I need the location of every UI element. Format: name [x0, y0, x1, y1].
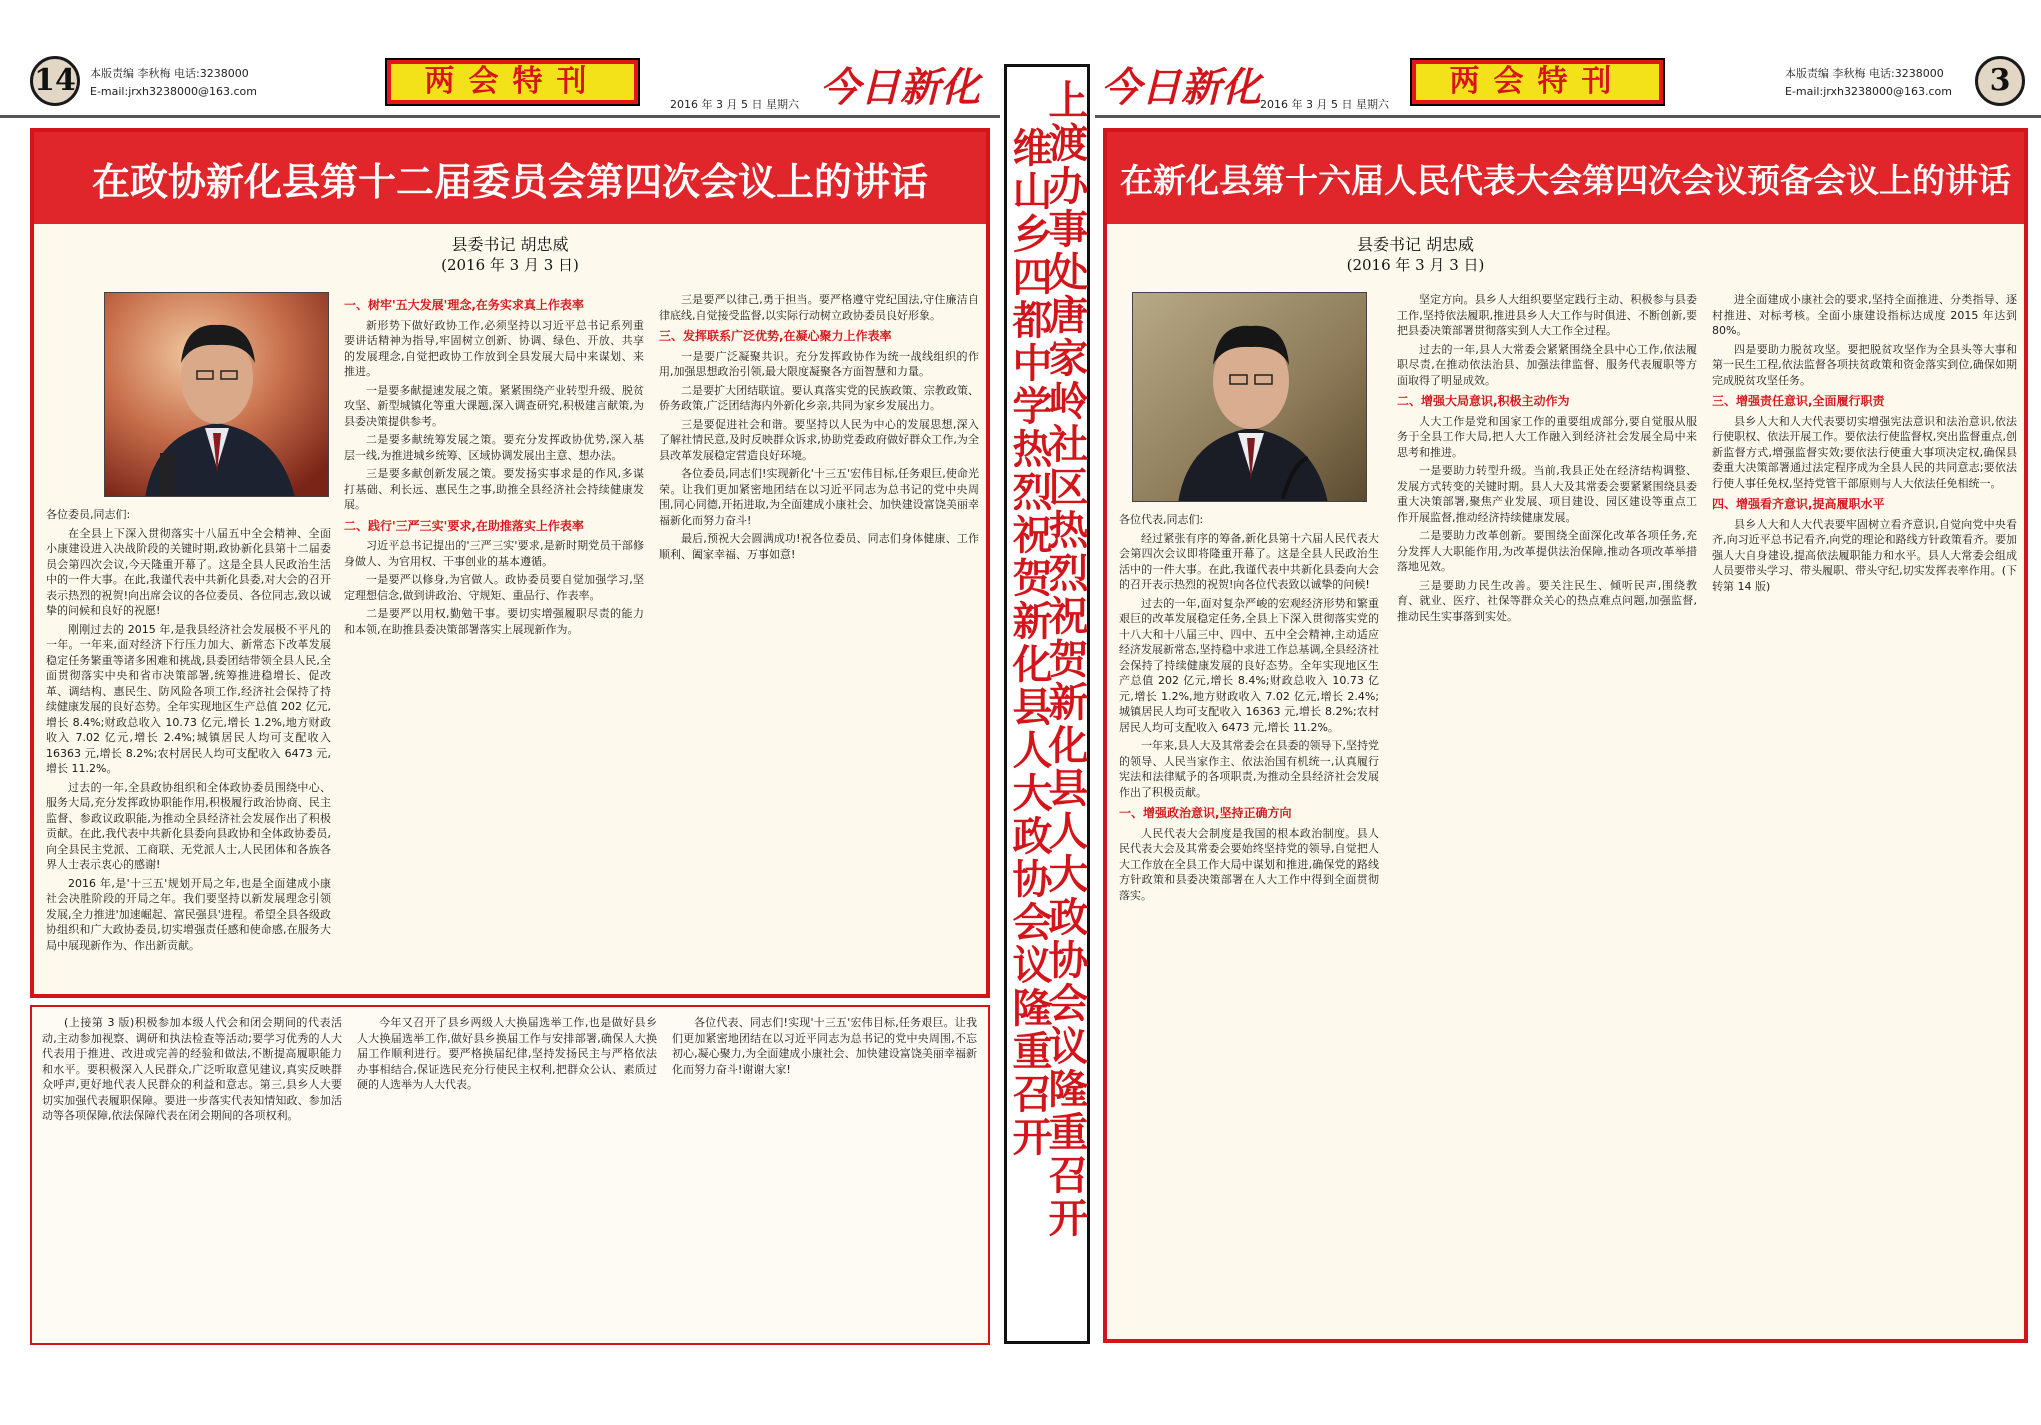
masthead-logo: 今日新化 [1101, 64, 1261, 111]
article-column-1 [1119, 512, 1379, 1332]
page-number-badge: 3 [1975, 56, 2025, 106]
paragraph: 三是要多献创新发展之策。要发扬实事求是的作风,多谋打基础、利长远、惠民生之事,助推全县经济社会持续健康发展。 [344, 467, 644, 511]
paragraph: 三是要严以律己,勇于担当。要严格遵守党纪国法,守住廉洁自律底线,自觉接受监督,以实际行动树立政协委员良好形象。 [659, 293, 979, 322]
section-heading: 一、增强政治意识,坚持正确方向 [1119, 806, 1292, 820]
paragraph: 坚定方向。县乡人大组织要坚定践行主动、积极参与县委工作,坚持依法履职,推进县乡人大工作与时俱进、不断创新,要把县委决策部署贯彻落实到人大工作全过程。 [1397, 293, 1697, 337]
section-heading: 四、增强看齐意识,提高履职水平 [1712, 497, 1885, 511]
paragraph: 在全县上下深入贯彻落实十八届五中全会精神、全面小康建设进入决战阶段的关键时期,政协新化县第十二届委员会第四次会议,今天隆重开幕了。这是全县人民政治生活中的一件大事。在此,我谨代表中共新化县委,对大会的召开表示热烈的祝贺!向出席会议的各位委员、各位同志,致以诚挚的问候和良好的祝愿! [46, 526, 331, 617]
paragraph: 二是要扩大团结联谊。要认真落实党的民族政策、宗教政策、侨务政策,广泛团结海内外新化乡亲,共同为家乡发展出力。 [659, 383, 979, 412]
article-author: 县委书记 胡忠威 [451, 235, 569, 254]
article-title-band [1107, 132, 2024, 224]
right-page [1095, 0, 2041, 1425]
editor-line: 本版责编 李秋梅 电话:3238000 [90, 67, 249, 80]
section-heading: 一、树牢'五大发展'理念,在务实求真上作表率 [344, 298, 584, 312]
article-column-2 [344, 292, 644, 987]
paragraph: 四是要助力脱贫攻坚。要把脱贫攻坚作为全县头等大事和第一民生工程,依法监督各项扶贫政策和资金落实到位,确保如期完成脱贫攻坚任务。 [1712, 342, 2017, 387]
greeting-line-left: 维山乡四都中学热烈祝贺新化县人大政协会议隆重召开 [1006, 127, 1052, 1159]
paragraph: 二是要严以用权,勤勉干事。要切实增强履职尽责的能力和本领,在助推县委决策部署落实上展现新作为。 [344, 607, 644, 636]
left-page [0, 0, 1000, 1425]
section-heading: 二、增强大局意识,积极主动作为 [1397, 394, 1570, 408]
paragraph: 人民代表大会制度是我国的根本政治制度。县人民代表大会及其常委会要始终坚持党的领导,自觉把人大工作放在全县工作大局中谋划和推进,确保党的路线方针政策和县委决策部署在人大工作中得到全面贯彻落实。 [1119, 826, 1379, 902]
article-author: 县委书记 胡忠威 [1356, 235, 1475, 254]
page-number-badge: 14 [30, 56, 80, 106]
section-banner: 两会特刊 [385, 58, 640, 106]
left-page-header [0, 0, 1000, 118]
article-title-band [34, 132, 986, 224]
paragraph: 新形势下做好政协工作,必须坚持以习近平总书记系列重要讲话精神为指导,牢固树立创新、协调、绿色、开放、共享的发展理念,自觉把政协工作放到全县发展大局中来谋划、来推进。 [344, 318, 644, 378]
article-title: 在政协新化县第十二届委员会第四次会议上的讲话 [91, 159, 928, 204]
date-line: 2016 年 3 月 5 日 星期六 [1260, 98, 1389, 111]
paragraph: 一是要多献提速发展之策。紧紧围绕产业转型升级、脱贫攻坚、新型城镇化等重大课题,深入调查研究,积极建言献策,为县委决策提供参考。 [344, 383, 644, 428]
speaker-photo-image [1133, 293, 1367, 502]
paragraph: 各位代表、同志们!实现'十三五'宏伟目标,任务艰巨。让我们更加紧密地团结在以习近平同志为总书记的党中央周围,不忘初心,凝心聚力,为全面建成小康社会、加快建设富饶美丽幸福新化而努力奋斗!谢谢大家! [672, 1016, 977, 1076]
paragraph: 习近平总书记提出的'三严三实'要求,是新时期党员干部修身做人、为官用权、干事创业的基本遵循。 [344, 539, 644, 568]
paragraph: 一是要严以修身,为官做人。政协委员要自觉加强学习,坚定理想信念,做到讲政治、守规矩、重品行、作表率。 [344, 573, 644, 602]
paragraph: 一是要广泛凝聚共识。充分发挥政协作为统一战线组织的作用,加强思想政治引领,最大限度凝聚各方面智慧和力量。 [659, 349, 979, 378]
paragraph: 三是要促进社会和谐。要坚持以人民为中心的发展思想,深入了解社情民意,及时反映群众诉求,协助党委政府做好群众工作,为全县改革发展稳定营造良好环境。 [659, 417, 979, 462]
speaker-photo [1132, 292, 1367, 502]
paragraph: 各位委员,同志们!实现新化'十三五'宏伟目标,任务艰巨,使命光荣。让我们更加紧密地团结在以习近平同志为总书记的党中央周围,同心同德,开拓进取,为全面建成小康社会、加快建设富饶美丽幸福新化而努力奋斗! [659, 467, 979, 527]
article-panel [1103, 128, 2028, 1343]
paragraph: (上接第 3 版)积极参加本级人代会和闭会期间的代表活动,主动参加视察、调研和执法检查等活动;要学习优秀的人大代表用于推进、改进或完善的经验和做法,不断提高履职能力和水平。要积极深入人民群众,广泛听取意见建议,真实反映群众呼声,更好地代表人民群众的利益和意志。第三,县乡人大要切实加强代表履职保障。要进一步落实代表知情知政、参加活动等各项保障,依法保障代表在闭会期间的各项权利。 [42, 1016, 342, 1122]
speaker-photo [104, 292, 329, 497]
paragraph: 过去的一年,面对复杂严峻的宏观经济形势和繁重艰巨的改革发展稳定任务,全县上下深入贯彻落实党的十八大和十八届三中、四中、五中全会精神,主动适应经济发展新常态,坚持稳中求进工作总基调,全县经济社会保持了持续健康发展的良好态势。全年实现地区生产总值 202 亿元,增长 8.4%;财政总收入 10.73 亿元,增长 1.2%,地方财政收入 7.02 亿元,增长 2.4%;城镇居民人均可支配收入 16363 元,增长 8.2%;农村居民人均可支配收入 6473 元,增长 11.2%。 [1119, 596, 1379, 734]
article-column-2 [1397, 292, 1697, 1332]
header-rule [0, 115, 1000, 118]
section-banner: 两会特刊 [1410, 58, 1665, 106]
paragraph: 最后,预祝大会圆满成功!祝各位委员、同志们身体健康、工作顺利、阖家幸福、万事如意! [659, 532, 979, 561]
section-heading: 三、增强责任意识,全面履行职责 [1712, 394, 1885, 408]
paragraph: 经过紧张有序的筹备,新化县第十六届人民代表大会第四次会议即将隆重开幕了。这是全县人民政治生活中的一件大事。在此,我谨代表中共新化县委向大会的召开表示热烈的祝贺!向各位代表致以诚挚的问候! [1119, 531, 1379, 591]
article-date: (2016 年 3 月 3 日) [1346, 256, 1485, 274]
paragraph: 三是要助力民生改善。要关注民生、倾听民声,围绕教育、就业、医疗、社保等群众关心的热点难点问题,加强监督,推动民生实事落到实处。 [1397, 578, 1697, 623]
paragraph: 县乡人大和人大代表要切实增强宪法意识和法治意识,依法行使职权、依法开展工作。要依法行使监督权,突出监督重点,创新监督方式,增强监督实效;要依法行使重大事项决定权,确保县委重大决策部署通过法定程序成为全县人民的共同意志;要依法行使人事任免权,坚持党管干部原则与人大依法任免相统一。 [1712, 414, 2017, 490]
header-rule [1095, 115, 2041, 118]
editor-line: 本版责编 李秋梅 电话:3238000 [1785, 67, 1944, 80]
article-column-3 [1712, 292, 2017, 1332]
paragraph: 过去的一年,全县政协组织和全体政协委员围绕中心、服务大局,充分发挥政协职能作用,积极履行政治协商、民主监督、参政议政职能,为推动全县经济社会发展作出了积极贡献。在此,我代表中共新化县委向县政协和全体政协委员,向全县民主党派、工商联、无党派人士,人民团体和各族各界人士表示衷心的感谢! [46, 780, 331, 871]
masthead-logo: 今日新化 [820, 64, 980, 111]
paragraph: 县乡人大和人大代表要牢固树立看齐意识,自觉向党中央看齐,向习近平总书记看齐,向党的理论和路线方针政策看齐。要加强人大自身建设,提高依法履职能力和水平。县人大常委会组成人员要带头学习、带头履职、带头守纪,切实发挥表率作用。(下转第 14 版) [1712, 517, 2017, 593]
greeting: 各位委员,同志们: [46, 508, 131, 521]
paragraph: 进全面建成小康社会的要求,坚持全面推进、分类指导、逐村推进、对标考核。全面小康建设指标达成度 2015 年达到 80%。 [1712, 293, 2017, 337]
greeting-line-right: 上渡办事处唐家岭社区热烈祝贺新化县人大政协会议隆重召开 [1042, 79, 1088, 1240]
date-line: 2016 年 3 月 5 日 星期六 [670, 98, 799, 111]
email-line: E-mail:jrxh3238000@163.com [1785, 85, 1952, 98]
paragraph: 二是要多献统筹发展之策。要充分发挥政协优势,深入基层一线,为推进城乡统筹、区域协调发展出主意、想办法。 [344, 433, 644, 462]
continued-column-1 [42, 1015, 342, 1337]
paragraph: 二是要助力改革创新。要围绕全面深化改革各项任务,充分发挥人大职能作用,为改革提供法治保障,推动各项改革举措落地见效。 [1397, 529, 1697, 573]
continued-column-2 [357, 1015, 657, 1337]
continued-article-panel [30, 1005, 990, 1345]
article-title: 在新化县第十六届人民代表大会第四次会议预备会议上的讲话 [1120, 160, 2011, 200]
greeting: 各位代表,同志们: [1119, 513, 1204, 526]
email-line: E-mail:jrxh3238000@163.com [90, 85, 257, 98]
article-column-1 [46, 507, 331, 987]
article-column-3 [659, 292, 979, 987]
paragraph: 人大工作是党和国家工作的重要组成部分,要自觉服从服务于全县工作大局,把人大工作融入到经济社会发展全局中来思考和推进。 [1397, 414, 1697, 459]
paragraph: 一年来,县人大及其常委会在县委的领导下,坚持党的领导、人民当家作主、依法治国有机统一,认真履行宪法和法律赋予的各项职责,为推动全县经济社会发展作出了积极贡献。 [1119, 739, 1379, 799]
section-heading: 三、发挥联系广泛优势,在凝心聚力上作表率 [659, 329, 892, 343]
continued-column-3 [672, 1015, 977, 1337]
right-page-header [1095, 0, 2041, 118]
speaker-photo-image [105, 293, 329, 497]
article-date: (2016 年 3 月 3 日) [441, 256, 579, 274]
paragraph: 2016 年,是'十三五'规划开局之年,也是全面建成小康社会决胜阶段的开局之年。我们要坚持以新发展理念引领发展,全力推进'加速崛起、富民强县'进程。希望全县各级政协组织和广大政协委员,切实增强责任感和使命感,在服务大局中展现新作为、作出新贡献。 [46, 876, 331, 952]
section-heading: 二、践行'三严三实'要求,在助推落实上作表率 [344, 518, 584, 533]
paragraph: 一是要助力转型升级。当前,我县正处在经济结构调整、发展方式转变的关键时期。县人大及其常委会要紧紧围绕县委重大决策部署,聚焦产业发展、项目建设、园区建设等重点工作开展监督,推动经济持续健康发展。 [1397, 464, 1697, 524]
paragraph: 今年又召开了县乡两级人大换届选举工作,也是做好县乡人大换届选举工作,做好县乡换届工作与安排部署,确保人大换届工作顺利进行。要严格换届纪律,坚持发扬民主与严格依法办事相结合,保证选民充分行使民主权利,把群众公认、素质过硬的人选举为人大代表。 [357, 1016, 657, 1091]
paragraph: 过去的一年,县人大常委会紧紧围绕全县中心工作,依法履职尽责,在推动依法治县、加强法律监督、服务代表履职等方面取得了明显成效。 [1397, 342, 1697, 387]
paragraph: 刚刚过去的 2015 年,是我县经济社会发展极不平凡的一年。一年来,面对经济下行压力加大、新常态下改革发展稳定任务繁重等诸多困难和挑战,县委团结带领全县人民,全面贯彻落实中央和省市决策部署,统筹推进稳增长、促改革、调结构、惠民生、防风险各项工作,经济社会保持了持续健康发展的良好态势。全年实现地区生产总值 202 亿元,增长 8.4%;财政总收入 10.73 亿元,增长 1.2%,地方财政收入 7.02 亿元,增长 2.4%;城镇居民人均可支配收入 16363 元,增长 8.2%;农村居民人均可支配收入 6473 元,增长 11.2%。 [46, 622, 331, 775]
